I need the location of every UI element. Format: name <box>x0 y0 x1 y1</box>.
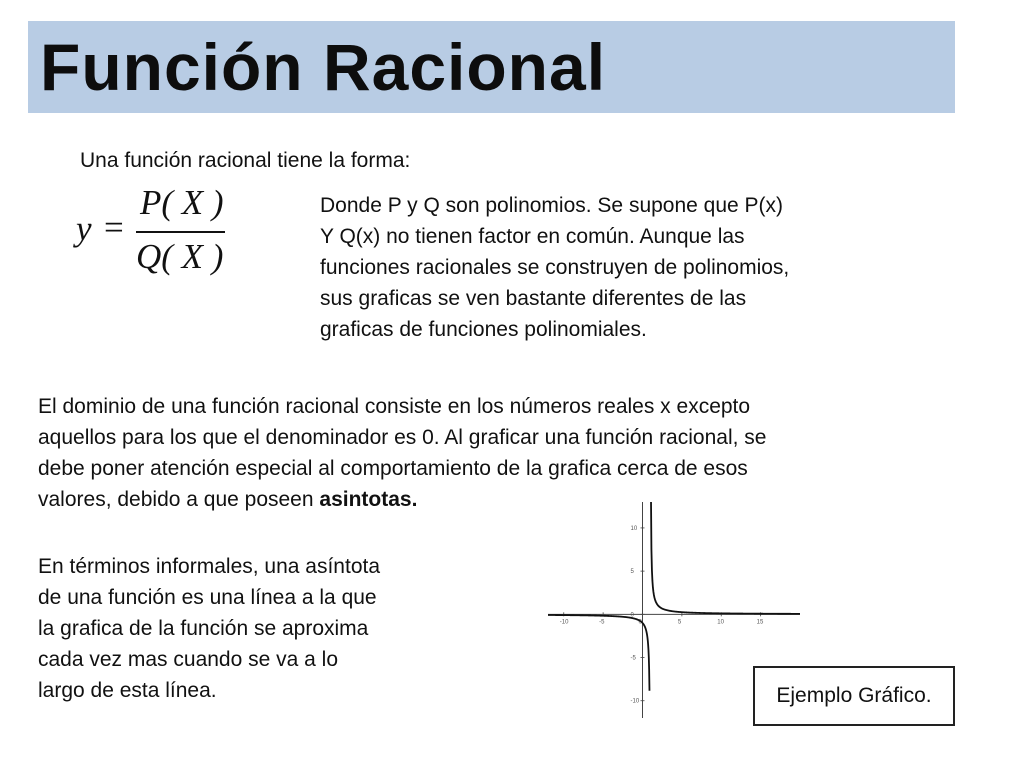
y-tick-label: 10 <box>630 525 638 532</box>
rational-formula <box>70 183 240 283</box>
informal-line: cada vez mas cuando se va a lo <box>38 648 339 671</box>
x-tick-label: -10 <box>559 619 569 626</box>
x-tick-label: -5 <box>599 619 605 626</box>
curve-left-branch <box>548 615 649 691</box>
formula-numerator: P( X ) <box>140 183 224 222</box>
description-line: funciones racionales se construyen de polinomios, <box>320 256 790 279</box>
x-tick-label: 0 <box>638 619 642 626</box>
informal-definition <box>38 551 478 706</box>
formula-lhs: y <box>76 209 92 248</box>
x-tick-label: 15 <box>756 619 764 626</box>
domain-line: debe poner atención especial al comportamiento de la grafica cerca de esos <box>38 457 748 480</box>
formula-equals: = <box>104 208 124 247</box>
x-tick-label: 10 <box>717 619 724 626</box>
intro-text: Una función racional tiene la forma: <box>80 149 411 172</box>
example-label-box <box>753 666 955 726</box>
description-line: sus graficas se ven bastante diferentes de las <box>320 287 747 310</box>
informal-line: En términos informales, una asíntota <box>38 555 381 578</box>
curve-right-branch <box>651 502 800 614</box>
slide-title: Función Racional <box>40 30 607 104</box>
x-tick-label: 5 <box>677 619 682 626</box>
y-tick-label: -10 <box>630 698 640 705</box>
domain-last-text: valores, debido a que poseen <box>38 488 320 511</box>
polynomial-description <box>320 190 910 345</box>
domain-line-last <box>38 484 988 515</box>
domain-line: El dominio de una función racional consiste en los números reales x excepto <box>38 395 751 418</box>
description-line: Y Q(x) no tienen factor en común. Aunque las <box>320 225 745 248</box>
asintotas-bold: asintotas. <box>319 488 418 511</box>
informal-line: largo de esta línea. <box>38 679 217 702</box>
domain-paragraph <box>38 391 988 515</box>
informal-line: de una función es una línea a la que <box>38 586 377 609</box>
y-tick-label: 0 <box>630 612 634 619</box>
formula-denominator: Q( X ) <box>136 237 224 276</box>
description-line: Donde P y Q son polinomios. Se supone que P(x) <box>320 194 784 217</box>
y-tick-label: -5 <box>630 655 636 662</box>
fraction-bar <box>136 231 225 233</box>
y-tick-label: 5 <box>630 569 634 576</box>
example-label: Ejemplo Gráfico. <box>776 684 932 707</box>
description-line: graficas de funciones polinomiales. <box>320 318 647 341</box>
domain-line: aquellos para los que el denominador es 0. Al graficar una función racional, se <box>38 426 767 449</box>
informal-line: la grafica de la función se aproxima <box>38 617 369 640</box>
